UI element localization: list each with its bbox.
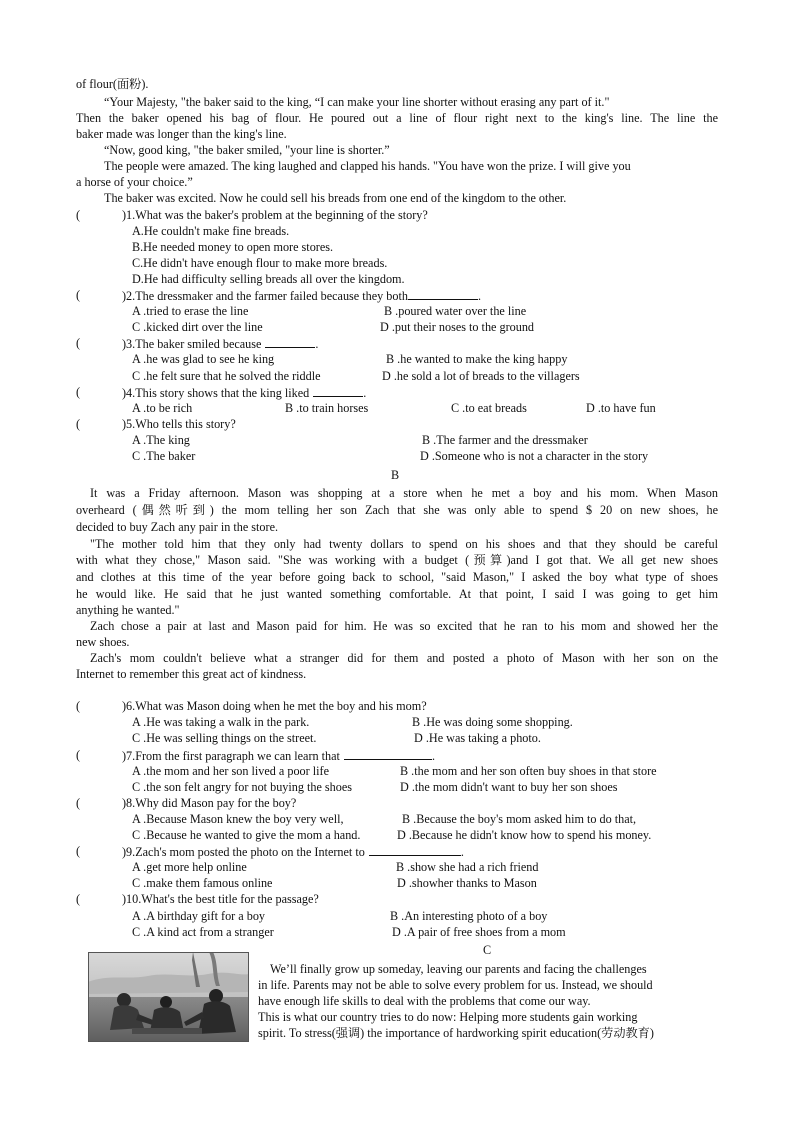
answer-blank[interactable] (344, 748, 432, 760)
answer-paren-q6: ( (76, 699, 81, 713)
passage-a-line-8: The baker was excited. Now he could sell his breads from one end of the kingdom to the other. (104, 191, 567, 205)
question-8-text: )8.Why did Mason pay for the boy? (122, 796, 297, 810)
passage-b-line-10: new shoes. (76, 635, 130, 649)
question-4 (122, 385, 366, 401)
passage-b-line-3: decided to buy Zach any pair in the store. (76, 520, 279, 534)
passage-b-line-1: It was a Friday afternoon. Mason was shopping at a store when he met a boy and his mom. When Mason (90, 486, 718, 500)
answer-blank[interactable] (265, 336, 315, 348)
q4-option-c: C .to eat breads (451, 401, 527, 415)
q5-option-b: B .The farmer and the dressmaker (422, 433, 588, 447)
q7-option-a: A .the mom and her son lived a poor life (132, 764, 329, 778)
q6-option-c: C .He was selling things on the street. (132, 731, 317, 745)
passage-c-line-1: We’ll finally grow up someday, leaving our parents and facing the challenges (270, 962, 647, 976)
q6-option-d: D .He was taking a photo. (414, 731, 541, 745)
answer-paren-q3: ( (76, 336, 81, 350)
answer-paren-q10: ( (76, 892, 81, 906)
question-3-end: . (315, 337, 319, 351)
q1-option-a: A.He couldn't make fine breads. (132, 224, 290, 238)
q5-option-a: A .The king (132, 433, 190, 447)
answer-paren-q7: ( (76, 748, 81, 762)
answer-paren-q5: ( (76, 417, 81, 431)
answer-paren-q1: ( (76, 208, 81, 222)
question-9-text: )9.Zach's mom posted the photo on the Internet to (122, 845, 365, 859)
question-2-end: . (477, 289, 481, 303)
section-b-heading: B (391, 468, 400, 482)
question-4-end: . (363, 386, 367, 400)
q9-option-d: D .showher thanks to Mason (397, 876, 537, 890)
question-6-text: )6.What was Mason doing when he met the boy and his mom? (122, 699, 427, 713)
passage-a-line-4: baker made was longer than the king's line. (76, 127, 287, 141)
q10-option-b: B .An interesting photo of a boy (390, 909, 548, 923)
q2-option-d: D .put their noses to the ground (380, 320, 535, 334)
question-10-text: )10.What's the best title for the passage? (122, 892, 319, 906)
passage-c-line-5: spirit. To stress(强调) the importance of hardworking spirit education(劳动教育) (258, 1026, 654, 1040)
q10-option-a: A .A birthday gift for a boy (132, 909, 266, 923)
question-9 (122, 844, 464, 860)
answer-paren-q4: ( (76, 385, 81, 399)
q9-option-a: A .get more help online (132, 860, 247, 874)
q6-option-a: A .He was taking a walk in the park. (132, 715, 310, 729)
q3-option-c: C .he felt sure that he solved the riddle (132, 369, 321, 383)
question-2 (122, 288, 481, 304)
q3-option-d: D .he sold a lot of breads to the villagers (382, 369, 580, 383)
answer-blank[interactable] (369, 844, 461, 856)
answer-blank[interactable] (408, 288, 478, 300)
passage-b-line-7: he would like. He said that he just wanted something comfortable. At that point, I said I was going to get him (76, 587, 718, 601)
q9-option-c: C .make them famous online (132, 876, 273, 890)
q10-option-d: D .A pair of free shoes from a mom (392, 925, 566, 939)
q9-option-b: B .show she had a rich friend (396, 860, 539, 874)
q2-option-c: C .kicked dirt over the line (132, 320, 263, 334)
answer-paren-q9: ( (76, 844, 81, 858)
q6-option-b: B .He was doing some shopping. (412, 715, 573, 729)
q1-option-c: C.He didn't have enough flour to make more breads. (132, 256, 388, 270)
q8-option-b: B .Because the boy's mom asked him to do that, (402, 812, 637, 826)
q2-option-a: A .tried to erase the line (132, 304, 249, 318)
question-3 (122, 336, 318, 352)
passage-b-line-4: "The mother told him that they only had twenty dollars to spend on his shoes and that they should be careful (90, 537, 718, 551)
passage-a-line-1: of flour(面粉). (76, 77, 149, 91)
q8-option-d: D .Because he didn't know how to spend his money. (397, 828, 652, 842)
passage-a-line-5: “Now, good king, "the baker smiled, "your line is shorter.” (104, 143, 390, 157)
q4-option-b: B .to train horses (285, 401, 369, 415)
passage-b-line-12: Internet to remember this great act of kindness. (76, 667, 307, 681)
q3-option-b: B .he wanted to make the king happy (386, 352, 568, 366)
question-1-text: )1.What was the baker's problem at the beginning of the story? (122, 208, 428, 222)
question-4-text: )4.This story shows that the king liked (122, 386, 310, 400)
passage-b-line-5: with what they chose," Mason said. "She was working with a budget (预算)and I got that. We all get new shoes (76, 553, 718, 567)
question-7-end: . (431, 749, 435, 763)
q1-option-d: D.He had difficulty selling breads all over the kingdom. (132, 272, 405, 286)
q4-option-a: A .to be rich (132, 401, 193, 415)
passage-a-line-7: a horse of your choice.” (76, 175, 193, 189)
q7-option-b: B .the mom and her son often buy shoes in that store (400, 764, 657, 778)
answer-blank[interactable] (313, 385, 363, 397)
passage-b-line-11: Zach's mom couldn't believe what a stranger did for them and posted a photo of Mason with her son on the (90, 651, 718, 665)
q7-option-c: C .the son felt angry for not buying the shoes (132, 780, 353, 794)
passage-b-line-9: Zach chose a pair at last and Mason paid for him. He was so excited that he ran to his mom and showed her the (90, 619, 718, 633)
passage-a-line-3: Then the baker opened his bag of flour. He poured out a line of flour right next to the king's line. The line the (76, 111, 718, 125)
q5-option-c: C .The baker (132, 449, 196, 463)
passage-b-line-8: anything he wanted." (76, 603, 180, 617)
passage-c-line-3: have enough life skills to deal with the problems that come our way. (258, 994, 591, 1008)
question-5-text: )5.Who tells this story? (122, 417, 236, 431)
question-7 (122, 748, 435, 764)
passage-c-line-4: This is what our country tries to do now: Helping more students gain working (258, 1010, 638, 1024)
q5-option-d: D .Someone who is not a character in the story (420, 449, 649, 463)
q7-option-d: D .the mom didn't want to buy her son shoes (400, 780, 618, 794)
passage-b-line-6: and clothes at this time of the year before going back to school, "said Mason," I asked the boy what type of shoes (76, 570, 718, 584)
passage-a-line-2: “Your Majesty, "the baker said to the king, “I can make your line shorter without erasing any part of it." (104, 95, 610, 109)
q2-option-b: B .poured water over the line (384, 304, 527, 318)
answer-paren-q2: ( (76, 288, 81, 302)
question-9-end: . (460, 845, 464, 859)
question-3-text: )3.The baker smiled because (122, 337, 262, 351)
answer-paren-q8: ( (76, 796, 81, 810)
passage-c-line-2: in life. Parents may not be able to solve every problem for us. Instead, we should (258, 978, 653, 992)
section-c-heading: C (483, 943, 492, 957)
q3-option-a: A .he was glad to see he king (132, 352, 275, 366)
q8-option-c: C .Because he wanted to give the mom a hand. (132, 828, 361, 842)
passage-b-line-2: overheard (偶然听到) the mom telling her son Zach that she was only able to spend $ 20 on new shoes, he (76, 503, 718, 517)
q8-option-a: A .Because Mason knew the boy very well, (132, 812, 344, 826)
q10-option-c: C .A kind act from a stranger (132, 925, 274, 939)
students-working-photo (88, 952, 249, 1042)
q4-option-d: D .to have fun (586, 401, 656, 415)
passage-a-line-6: The people were amazed. The king laughed and clapped his hands. "You have won the prize. I will give you (104, 159, 631, 173)
question-7-text: )7.From the first paragraph we can learn that (122, 749, 340, 763)
question-2-text: )2.The dressmaker and the farmer failed because they both (122, 289, 408, 303)
q1-option-b: B.He needed money to open more stores. (132, 240, 334, 254)
